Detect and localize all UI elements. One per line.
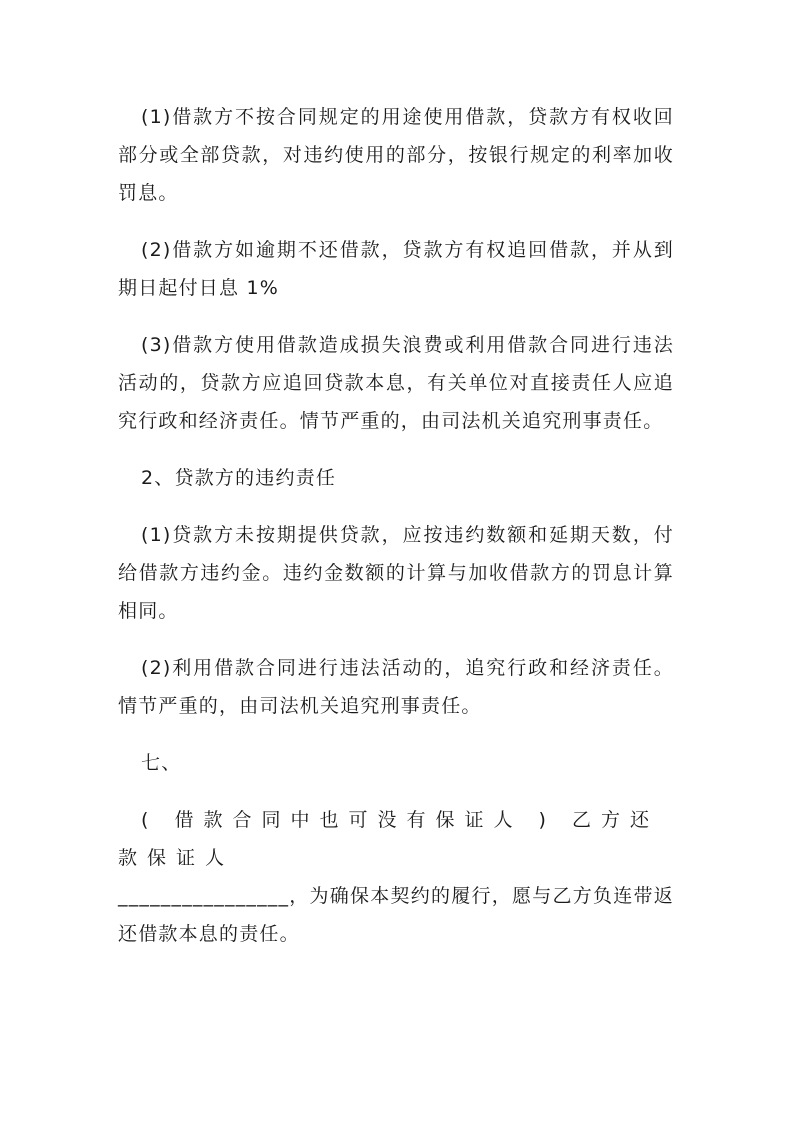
guarantor-clause-line1: ( 借款合同中也可没有保证人 ) 乙方还款保证人: [118, 809, 659, 869]
document-body: [118, 98, 674, 972]
guarantor-clause-line2: [118, 877, 674, 953]
guarantor-name-blank[interactable]: ________________: [118, 885, 290, 907]
clause-borrower-loss: (3)借款方使用借款造成损失浪费或利用借款合同进行违法活动的，贷款方应追回贷款本息，有关单位对直接责任人应追究行政和经济责任。情节严重的，由司法机关追究刑事责任。: [118, 334, 674, 432]
clause-lender-delay: (1)贷款方未按期提供贷款，应按违约数额和延期天数，付给借款方违约金。违约金数额的计算与加收借款方的罚息计算相同。: [118, 524, 674, 622]
section-heading-lender-liability: 2、贷款方的违约责任: [141, 467, 337, 489]
section-heading-seven: 七、: [141, 752, 182, 774]
clause-illegal-activity: (2)利用借款合同进行违法活动的，追究行政和经济责任。情节严重的，由司法机关追究刑事责任。: [118, 657, 674, 717]
clause-borrower-overdue: (2)借款方如逾期不还借款，贷款方有权追回借款，并从到期日起付日息 1%: [118, 239, 674, 299]
guarantor-clause-text: ，为确保本契约的履行，愿与乙方负连带返还借款本息的责任。: [118, 885, 674, 945]
clause-borrower-misuse: (1)借款方不按合同规定的用途使用借款，贷款方有权收回部分或全部贷款，对违约使用的部分，按银行规定的利率加收罚息。: [118, 106, 674, 204]
